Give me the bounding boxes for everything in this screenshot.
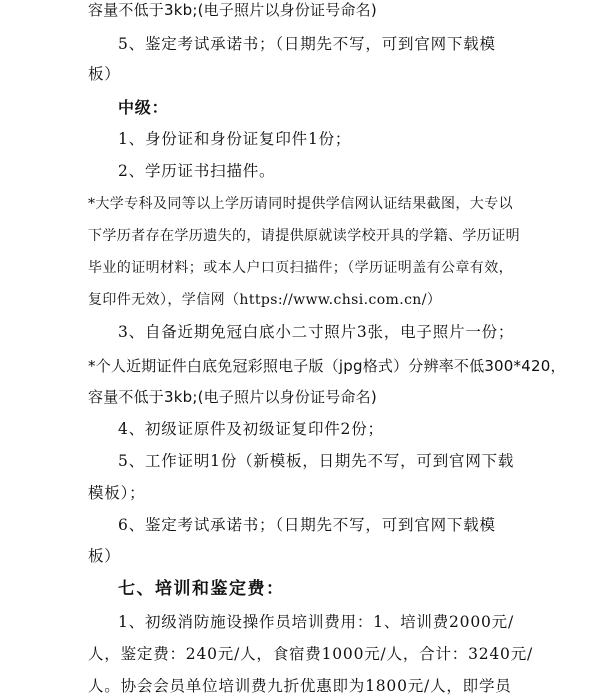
text-line-id-card: 1、身份证和身份证复印件1份； bbox=[118, 130, 352, 148]
text-line-education-note-1: *大学专科及同等以上学历请同时提供学信网认证结果截图，大专以 bbox=[88, 196, 513, 212]
text-line-photo-spec: *个人近期证件白底免冠彩照电子版（jpg格式）分辨率不低300*420， bbox=[88, 357, 566, 375]
text-line-education-note-3: 毕业的证明材料；或本人户口页扫描件；（学历证明盖有公章有效， bbox=[88, 260, 513, 276]
text-line-fee-3: 人。协会会员单位培训费九折优惠即为1800元/人，即学员 bbox=[88, 677, 512, 695]
text-line-work-proof: 5、工作证明1份（新模板，日期先不写，可到官网下载 bbox=[118, 452, 515, 470]
text-line-commitment-letter-cont: 板） bbox=[88, 65, 121, 83]
text-line-fee-2: 人，鉴定费：240元/人，食宿费1000元/人，合计：3240元/ bbox=[88, 645, 534, 663]
text-line-commitment-letter-2: 6、鉴定考试承诺书；（日期先不写，可到官网下载模 bbox=[118, 516, 496, 534]
text-line-education-note-4: 复印件无效），学信网（https://www.chsi.com.cn/） bbox=[88, 292, 442, 308]
section-heading-intermediate: 中级： bbox=[118, 98, 169, 117]
section-heading-fees: 七、培训和鉴定费： bbox=[118, 579, 285, 599]
text-line-commitment-letter-2-cont: 板） bbox=[88, 547, 121, 565]
text-line-photo-size: 容量不低于3kb;(电子照片以身份证号命名) bbox=[88, 1, 377, 19]
text-line-work-proof-cont: 模板）； bbox=[88, 484, 146, 502]
text-line-education-note-2: 下学历者存在学历遗失的，请提供原就读学校开具的学籍、学历证明 bbox=[88, 228, 520, 244]
text-line-photos: 3、自备近期免冠白底小二寸照片3张，电子照片一份； bbox=[118, 323, 515, 341]
text-line-photo-size-2: 容量不低于3kb;(电子照片以身份证号命名) bbox=[88, 388, 377, 406]
text-line-fee-1: 1、初级消防施设操作员培训费用：1、培训费2000元/ bbox=[118, 613, 514, 631]
text-line-commitment-letter: 5、鉴定考试承诺书；（日期先不写，可到官网下载模 bbox=[118, 35, 496, 53]
text-line-education-scan: 2、学历证书扫描件。 bbox=[118, 162, 276, 180]
text-line-junior-cert: 4、初级证原件及初级证复印件2份； bbox=[118, 420, 384, 438]
